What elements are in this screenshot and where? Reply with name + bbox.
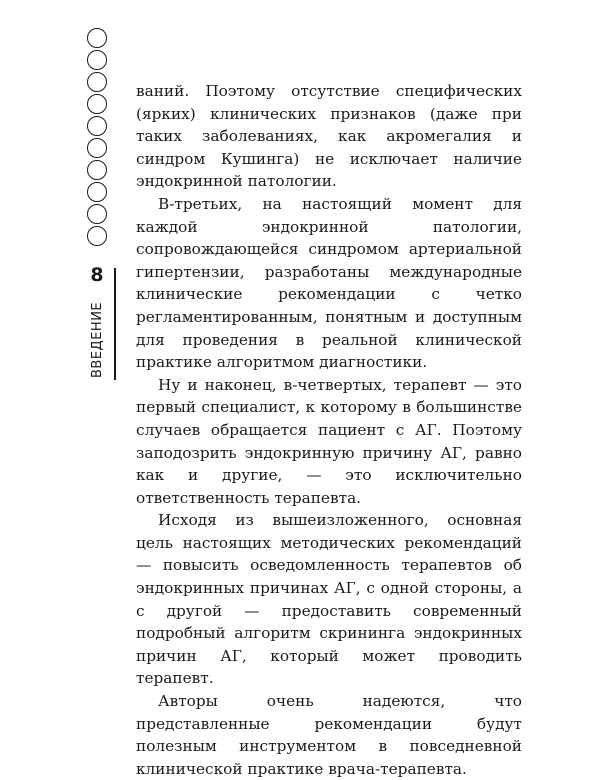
circle-icon [87, 28, 107, 48]
paragraph: Исходя из вышеизложенного, основная цель настоящих методических рекомендаций — повысить осведомленность терапевтов об эндокринных причинах АГ, с одной стороны, а с другой — предоставить современный подробный алгоритм скрининга эндокринных причин АГ, который может проводить терапевт. [136, 511, 522, 688]
paragraph: ваний. Поэтому отсутствие специфических (ярких) клинических признаков (даже при таких заболеваниях, как акромегалия и синдром Кушинга) не исключает наличие эндокринной патологии. [136, 82, 522, 191]
decorative-circles [84, 28, 110, 246]
page-number: 8 [90, 264, 104, 286]
paragraph: Ну и наконец, в-четвертых, терапевт — это первый специалист, к которому в большинстве случаев обращается пациент с АГ. Поэтому заподозрить эндокринную причину АГ, равно как и другие, — это исключительно ответственность терапевта. [136, 375, 522, 507]
circle-icon [87, 182, 107, 202]
circle-icon [87, 116, 107, 136]
circle-icon [87, 94, 107, 114]
circle-icon [87, 50, 107, 70]
paragraph: В-третьих, на настоящий момент для каждой эндокринной патологии, сопровождающейся синдромом артериальной гипертензии, разработаны международные клинические рекомендации с четко регламентированным, понятным и доступным для проведения в реальной клинической практике алгоритмом диагностики. [136, 194, 522, 372]
circle-icon [87, 72, 107, 92]
circle-icon [87, 160, 107, 180]
section-label: ВВЕДЕНИЕ [90, 301, 105, 378]
circle-icon [87, 204, 107, 224]
paragraph: Авторы очень надеются, что представленные рекомендации будут полезным инструментом в повседневной клинической практике врача-терапевта. [136, 692, 522, 778]
circle-icon [87, 138, 107, 158]
body-text [136, 80, 522, 780]
vertical-rule [114, 268, 116, 380]
margin-rail [82, 28, 112, 388]
circle-icon [87, 226, 107, 246]
